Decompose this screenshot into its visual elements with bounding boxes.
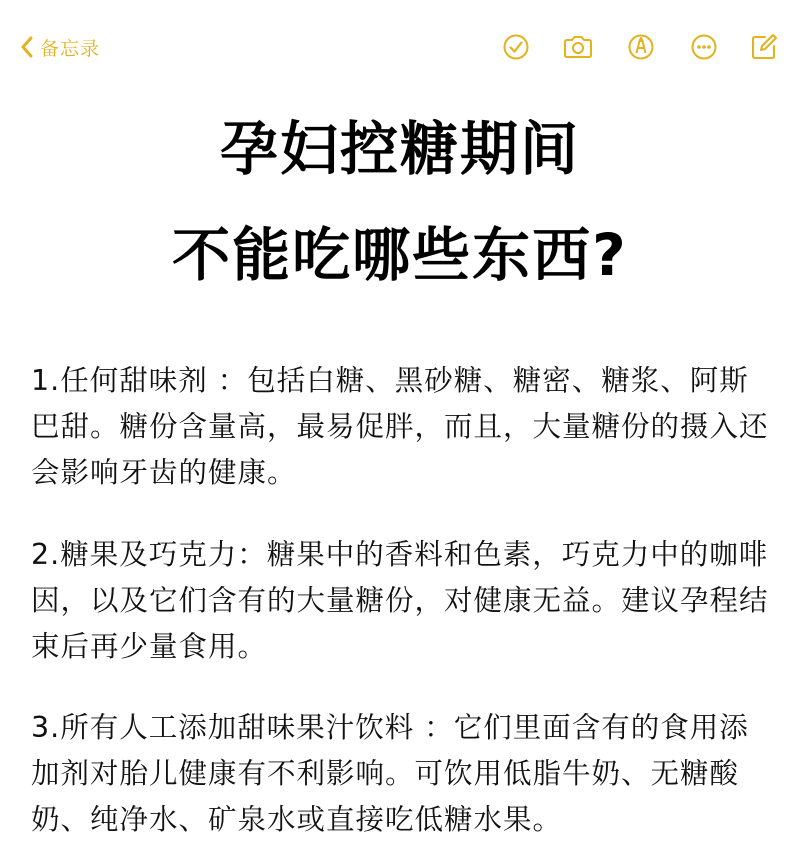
note-paragraph-1: 1.任何甜味剂 ：包括白糖、黑砂糖、糖密、糖浆、阿斯巴甜。糖份含量高，最易促胖，而且，大量糖份的摄入还会影响牙齿的健康。 (31, 364, 769, 489)
more-icon (688, 31, 720, 63)
navigation-bar (0, 0, 800, 92)
note-title-line-1: 孕妇控糖期间 (219, 115, 580, 183)
back-button[interactable] (20, 32, 100, 62)
more-button[interactable] (688, 31, 720, 63)
note-title-line-2: 不能吃哪些东西? (172, 221, 628, 289)
note-paragraph-3: 3.所有人工添加甜味果汁饮料 ：它们里面含有的食用添加剂对胎儿健康有不利影响。可饮用低脂牛奶、无糖酸奶、纯净水、矿泉水或直接吃低糖水果。 (31, 711, 749, 836)
checklist-button[interactable] (500, 31, 532, 63)
compose-icon (748, 31, 780, 63)
compose-button[interactable] (748, 31, 780, 63)
back-button-label: 备忘录 (40, 37, 101, 60)
checklist-icon (500, 31, 532, 63)
note-paragraph-2: 2.糖果及巧克力：糖果中的香料和色素，巧克力中的咖啡因，以及它们含有的大量糖份，对健康无益。建议孕程结束后再少量食用。 (31, 538, 769, 663)
markup-button[interactable] (625, 31, 657, 63)
camera-icon (562, 31, 594, 63)
markup-pen-icon (625, 31, 657, 63)
chevron-left-icon (20, 36, 34, 58)
camera-button[interactable] (562, 31, 594, 63)
